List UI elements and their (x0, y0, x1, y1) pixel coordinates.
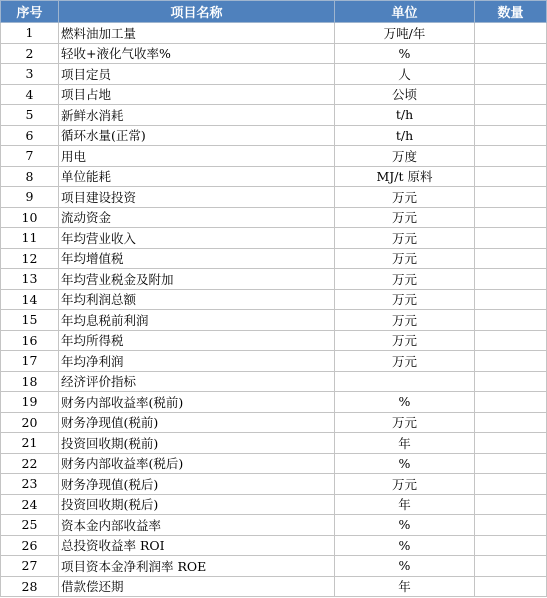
table-row (1, 576, 547, 597)
table-row (1, 228, 547, 249)
cell-unit: t/h (335, 125, 475, 146)
table-row (1, 146, 547, 167)
cell-seq: 27 (1, 556, 59, 577)
cell-unit: % (335, 392, 475, 413)
table-row (1, 105, 547, 126)
table-row (1, 433, 547, 454)
cell-unit: 万元 (335, 412, 475, 433)
cell-name: 经济评价指标 (59, 371, 335, 392)
cell-qty (475, 494, 547, 515)
table-row (1, 23, 547, 44)
table-row (1, 207, 547, 228)
cell-qty (475, 187, 547, 208)
table-row (1, 556, 547, 577)
header-name: 项目名称 (59, 1, 335, 23)
table-row (1, 412, 547, 433)
cell-name: 年均息税前利润 (59, 310, 335, 331)
cell-seq: 9 (1, 187, 59, 208)
cell-unit: 万元 (335, 351, 475, 372)
cell-name: 资本金内部收益率 (59, 515, 335, 536)
cell-name: 借款偿还期 (59, 576, 335, 597)
cell-qty (475, 371, 547, 392)
cell-seq: 15 (1, 310, 59, 331)
cell-seq: 13 (1, 269, 59, 290)
cell-unit: 万元 (335, 248, 475, 269)
cell-unit: % (335, 43, 475, 64)
cell-seq: 3 (1, 64, 59, 85)
cell-seq: 10 (1, 207, 59, 228)
cell-unit: 万吨/年 (335, 23, 475, 44)
cell-seq: 5 (1, 105, 59, 126)
cell-unit: % (335, 453, 475, 474)
cell-name: 财务净现值(税前) (59, 412, 335, 433)
cell-unit: 万元 (335, 474, 475, 495)
table-row (1, 371, 547, 392)
cell-qty (475, 248, 547, 269)
header-row (1, 1, 547, 23)
cell-seq: 25 (1, 515, 59, 536)
cell-qty (475, 84, 547, 105)
cell-qty (475, 64, 547, 85)
cell-unit: 万元 (335, 269, 475, 290)
cell-name: 总投资收益率 ROI (59, 535, 335, 556)
cell-name: 投资回收期(税后) (59, 494, 335, 515)
header-seq: 序号 (1, 1, 59, 23)
table-row (1, 535, 547, 556)
cell-name: 新鲜水消耗 (59, 105, 335, 126)
cell-qty (475, 228, 547, 249)
cell-name: 项目占地 (59, 84, 335, 105)
cell-name: 财务内部收益率(税后) (59, 453, 335, 474)
cell-name: 用电 (59, 146, 335, 167)
cell-name: 项目资本金净利润率 ROE (59, 556, 335, 577)
cell-qty (475, 535, 547, 556)
table-row (1, 84, 547, 105)
cell-name: 循环水量(正常) (59, 125, 335, 146)
cell-qty (475, 392, 547, 413)
cell-seq: 11 (1, 228, 59, 249)
cell-qty (475, 474, 547, 495)
cell-seq: 28 (1, 576, 59, 597)
cell-qty (475, 576, 547, 597)
table-row (1, 494, 547, 515)
table-row (1, 125, 547, 146)
cell-seq: 1 (1, 23, 59, 44)
cell-unit: 万元 (335, 310, 475, 331)
table-body (1, 23, 547, 597)
cell-qty (475, 207, 547, 228)
cell-name: 年均所得税 (59, 330, 335, 351)
cell-seq: 14 (1, 289, 59, 310)
cell-unit: 万元 (335, 330, 475, 351)
table-row (1, 330, 547, 351)
table-row (1, 453, 547, 474)
header-unit: 单位 (335, 1, 475, 23)
cell-seq: 20 (1, 412, 59, 433)
cell-unit: 公顷 (335, 84, 475, 105)
cell-seq: 18 (1, 371, 59, 392)
cell-name: 单位能耗 (59, 166, 335, 187)
table-row (1, 269, 547, 290)
cell-unit: 年 (335, 433, 475, 454)
cell-unit: 年 (335, 494, 475, 515)
cell-seq: 19 (1, 392, 59, 413)
cell-name: 财务净现值(税后) (59, 474, 335, 495)
cell-name: 项目定员 (59, 64, 335, 85)
table-row (1, 289, 547, 310)
cell-seq: 2 (1, 43, 59, 64)
cell-name: 年均利润总额 (59, 289, 335, 310)
table-row (1, 474, 547, 495)
cell-qty (475, 23, 547, 44)
cell-seq: 24 (1, 494, 59, 515)
cell-unit: 年 (335, 576, 475, 597)
cell-seq: 17 (1, 351, 59, 372)
cell-qty (475, 351, 547, 372)
cell-seq: 8 (1, 166, 59, 187)
table-header (1, 1, 547, 23)
table-row (1, 351, 547, 372)
cell-unit (335, 371, 475, 392)
cell-qty (475, 289, 547, 310)
cell-seq: 22 (1, 453, 59, 474)
cell-qty (475, 515, 547, 536)
cell-unit: 人 (335, 64, 475, 85)
cell-unit: % (335, 515, 475, 536)
cell-qty (475, 125, 547, 146)
table-row (1, 392, 547, 413)
cell-seq: 16 (1, 330, 59, 351)
cell-seq: 23 (1, 474, 59, 495)
table-row (1, 43, 547, 64)
cell-name: 年均营业税金及附加 (59, 269, 335, 290)
cell-seq: 6 (1, 125, 59, 146)
cell-unit: 万元 (335, 207, 475, 228)
cell-qty (475, 146, 547, 167)
cell-unit: % (335, 556, 475, 577)
table-row (1, 166, 547, 187)
cell-qty (475, 412, 547, 433)
table-row (1, 64, 547, 85)
cell-name: 年均净利润 (59, 351, 335, 372)
cell-unit: 万元 (335, 228, 475, 249)
cell-name: 轻收+液化气收率% (59, 43, 335, 64)
cell-name: 流动资金 (59, 207, 335, 228)
cell-seq: 4 (1, 84, 59, 105)
cell-unit: t/h (335, 105, 475, 126)
cell-name: 项目建设投资 (59, 187, 335, 208)
cell-qty (475, 330, 547, 351)
cell-qty (475, 310, 547, 331)
cell-name: 财务内部收益率(税前) (59, 392, 335, 413)
header-qty: 数量 (475, 1, 547, 23)
cell-unit: 万度 (335, 146, 475, 167)
cell-qty (475, 433, 547, 454)
cell-seq: 26 (1, 535, 59, 556)
cell-qty (475, 166, 547, 187)
cell-unit: % (335, 535, 475, 556)
cell-unit: 万元 (335, 187, 475, 208)
cell-seq: 7 (1, 146, 59, 167)
cell-name: 年均营业收入 (59, 228, 335, 249)
table-row (1, 248, 547, 269)
cell-qty (475, 43, 547, 64)
table-row (1, 187, 547, 208)
cell-seq: 12 (1, 248, 59, 269)
cell-name: 年均增值税 (59, 248, 335, 269)
table-row (1, 515, 547, 536)
cell-seq: 21 (1, 433, 59, 454)
cell-name: 燃料油加工量 (59, 23, 335, 44)
cell-qty (475, 105, 547, 126)
cell-name: 投资回收期(税前) (59, 433, 335, 454)
cell-qty (475, 453, 547, 474)
cell-qty (475, 556, 547, 577)
cell-unit: MJ/t 原料 (335, 166, 475, 187)
cell-unit: 万元 (335, 289, 475, 310)
table-row (1, 310, 547, 331)
cell-qty (475, 269, 547, 290)
